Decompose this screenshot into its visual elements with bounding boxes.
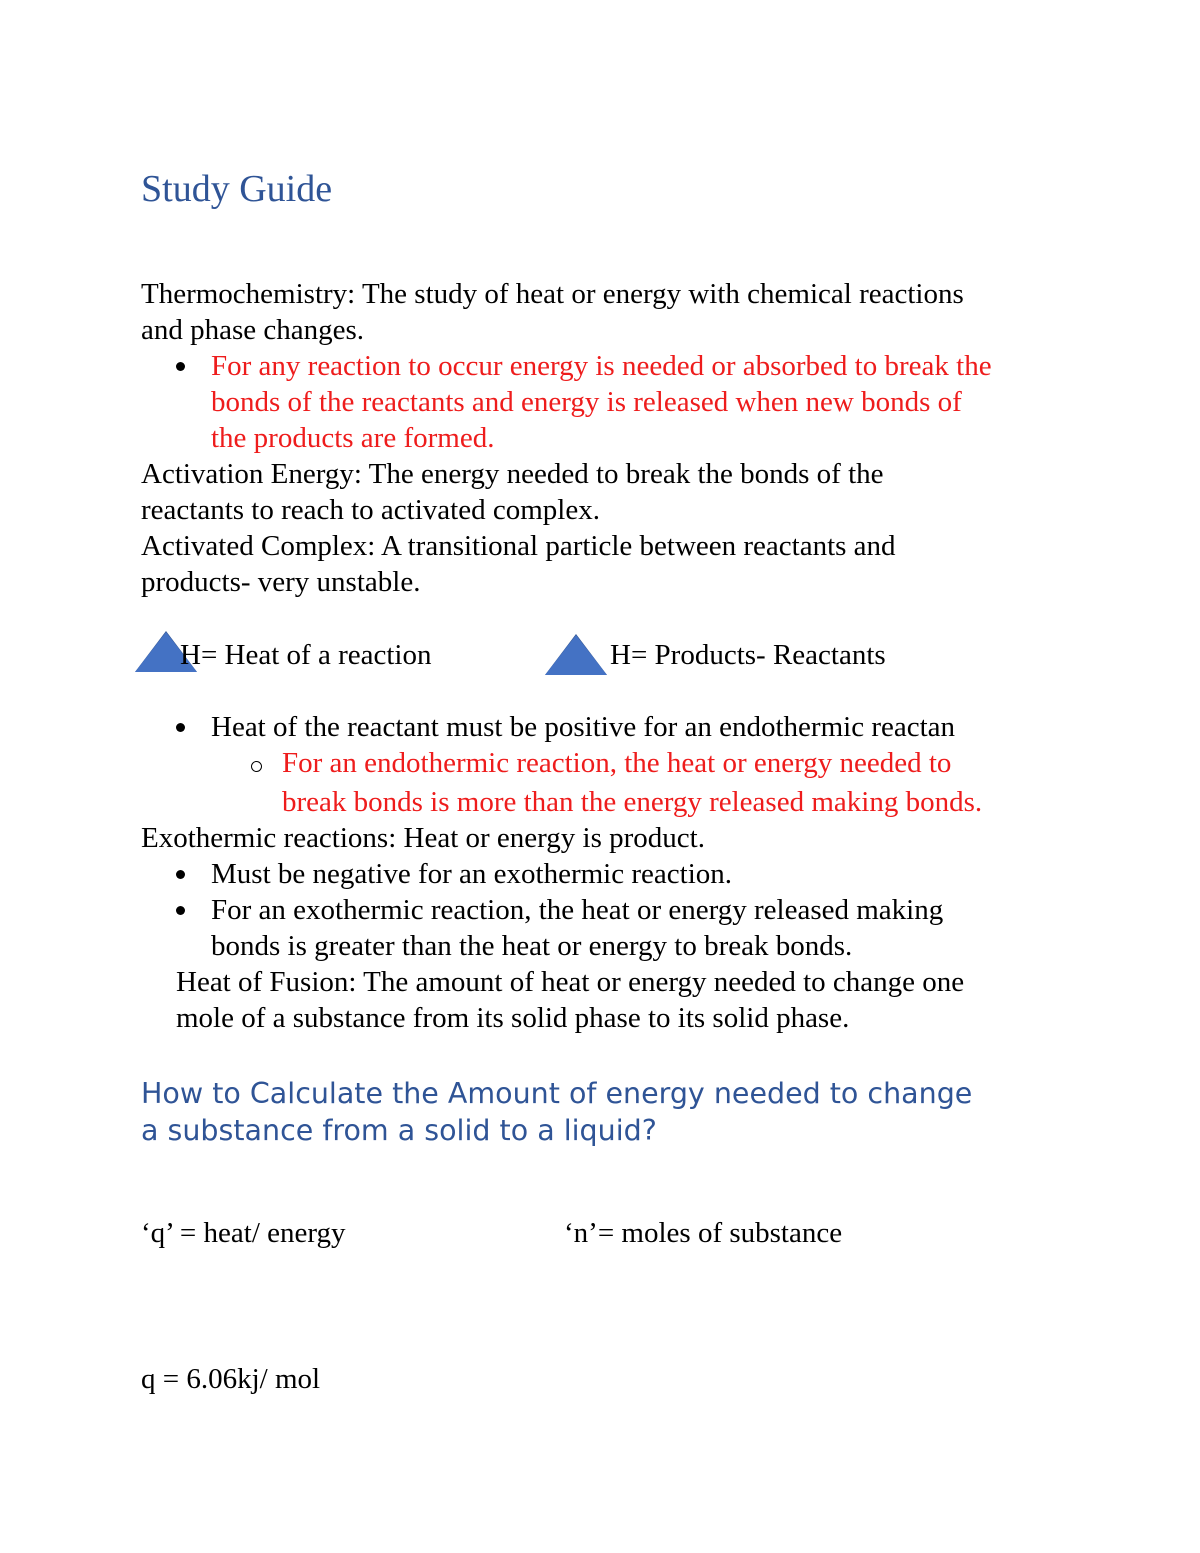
q-definition: ‘q’ = heat/ energy (141, 1217, 346, 1249)
exothermic-bullet-1: Must be negative for an exothermic reaction. (211, 858, 732, 890)
endothermic-note-line-1: For an endothermic reaction, the heat or energy needed to (282, 747, 952, 779)
n-definition: ‘n’= moles of substance (564, 1217, 843, 1249)
thermochemistry-definition-line-2: and phase changes. (141, 314, 365, 346)
heat-of-fusion-line-1: Heat of Fusion: The amount of heat or energy needed to change one (176, 966, 965, 998)
exothermic-heading: Exothermic reactions: Heat or energy is product. (141, 822, 705, 854)
bullet-dot-icon (176, 870, 185, 879)
calculation-heading-line-2: a substance from a solid to a liquid? (141, 1114, 657, 1147)
energy-bonds-note-line-2: bonds of the reactants and energy is released when new bonds of (211, 386, 962, 418)
bullet-dot-icon (176, 906, 185, 915)
energy-bonds-note-line-3: the products are formed. (211, 422, 495, 454)
heat-of-fusion-line-2: mole of a substance from its solid phase to its solid phase. (176, 1002, 850, 1034)
bullet-dot-icon (176, 362, 185, 371)
energy-bonds-note-line-1: For any reaction to occur energy is needed or absorbed to break the (211, 350, 992, 382)
page-title: Study Guide (141, 168, 333, 210)
delta-h-products-reactants: H= Products- Reactants (610, 639, 886, 671)
endothermic-note-line-2: break bonds is more than the energy released making bonds. (282, 786, 983, 818)
q-value: q = 6.06kj/ mol (141, 1363, 321, 1395)
bullet-ring-icon (251, 761, 262, 772)
activated-complex-line-1: Activated Complex: A transitional particle between reactants and (141, 530, 896, 562)
endothermic-bullet: Heat of the reactant must be positive for an endothermic reactan (211, 711, 956, 743)
activated-complex-line-2: products- very unstable. (141, 566, 421, 598)
bullet-dot-icon (176, 723, 185, 732)
triangle-icon (545, 635, 607, 675)
exothermic-bullet-2-line-1: For an exothermic reaction, the heat or energy released making (211, 894, 944, 926)
activation-energy-line-1: Activation Energy: The energy needed to break the bonds of the (141, 458, 884, 490)
exothermic-bullet-2-line-2: bonds is greater than the heat or energy to break bonds. (211, 930, 853, 962)
thermochemistry-definition-line-1: Thermochemistry: The study of heat or energy with chemical reactions (141, 278, 964, 310)
delta-h-heat-of-reaction: H= Heat of a reaction (180, 639, 432, 671)
calculation-heading-line-1: How to Calculate the Amount of energy needed to change (141, 1077, 973, 1110)
activation-energy-line-2: reactants to reach to activated complex. (141, 494, 600, 526)
